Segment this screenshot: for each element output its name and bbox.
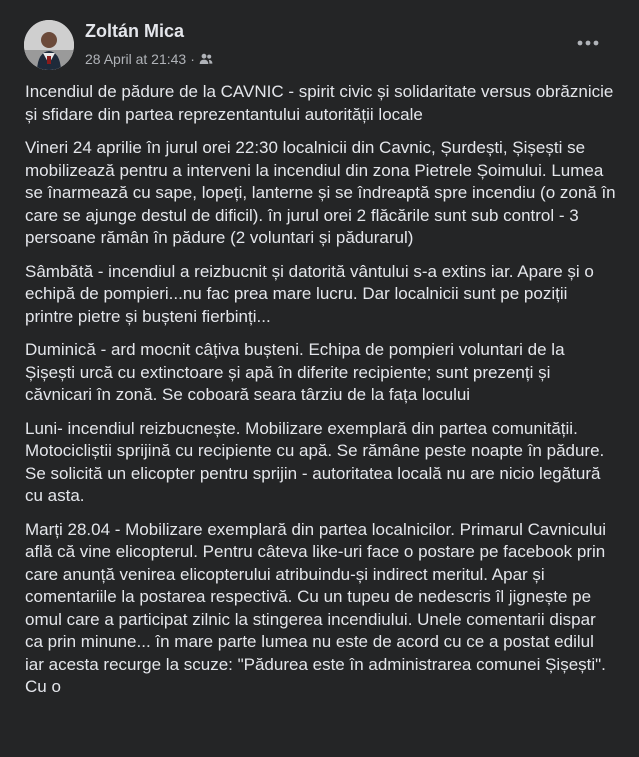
more-options-icon (577, 40, 599, 46)
author-name[interactable]: Zoltán Mica (85, 21, 185, 41)
post-paragraph: Vineri 24 aprilie în jurul orei 22:30 localnicii din Cavnic, Șurdești, Șișești se mobilizează pentru a interveni la incendiul din zona Pietrele Șoimului. Lumea se înarmează cu sape, lopeți, lanterne și se îndreaptă spre incendiu (o zonă în care se ajunge destul de dificil). în jurul orei 2 flăcările sunt sub control - 3 persoane rămân în pădure (2 voluntari și pădurarul) (25, 138, 616, 247)
post-header (24, 20, 624, 72)
post-paragraph-title: Incendiul de pădure de la CAVNIC - spirit civic și solidaritate versus obrăznicie și sfidare din partea reprezentantului autorității locale (25, 82, 614, 124)
more-options-button[interactable] (570, 29, 606, 57)
post-paragraph: Marți 28.04 - Mobilizare exemplară din partea localnicilor. Primarul Cavnicului află că vine elicopterul. Pentru câteva like-uri face o postare pe facebook prin care anunță venirea elicopterului atribuindu-și indirect meritul. Apar și comentariile la postarea respectivă. Cu un tupeu de nedescris îl jignește pe omul care a participat zilnic la stingerea incendiului. Unele comentarii dispar ca prin minune... în mare parte lumea nu este de acord cu ce a postat edilul iar acesta recurge la scuze: "Pădurea este în administrarea comunei Șișești". Cu o (25, 519, 607, 696)
post-body (25, 81, 617, 710)
author-avatar[interactable] (24, 20, 74, 70)
friends-icon[interactable] (199, 52, 213, 66)
post-paragraph: Sâmbătă - incendiul a reizbucnit și datorită vântului s-a extins iar. Apare și o echipă de pompieri...nu fac prea mare lucru. Dar localnicii sunt pe poziții printre pietre și bușteni fierbinți... (25, 261, 594, 326)
meta-separator: · (190, 51, 195, 67)
post-paragraph: Duminică - ard mocnit câțiva bușteni. Echipa de pompieri voluntari de la Șișești urcă cu extinctoare și apă în diferite recipiente; sunt prezenți și căvnicari în zonă. Se coboară seara târziu de la fața locului (25, 340, 565, 404)
post-timestamp[interactable]: 28 April at 21:43 (85, 51, 187, 67)
post-paragraph: Luni- incendiul reizbucnește. Mobilizare exemplară din partea comunității. Motocicliștii sprijină cu recipiente cu apă. Se rămâne peste noapte în pădure. Se solicită un elicopter pentru sprijin - autoritatea locală nu are nicio legătură cu asta. (25, 418, 605, 505)
avatar-image (24, 20, 74, 70)
post-meta (85, 51, 213, 67)
